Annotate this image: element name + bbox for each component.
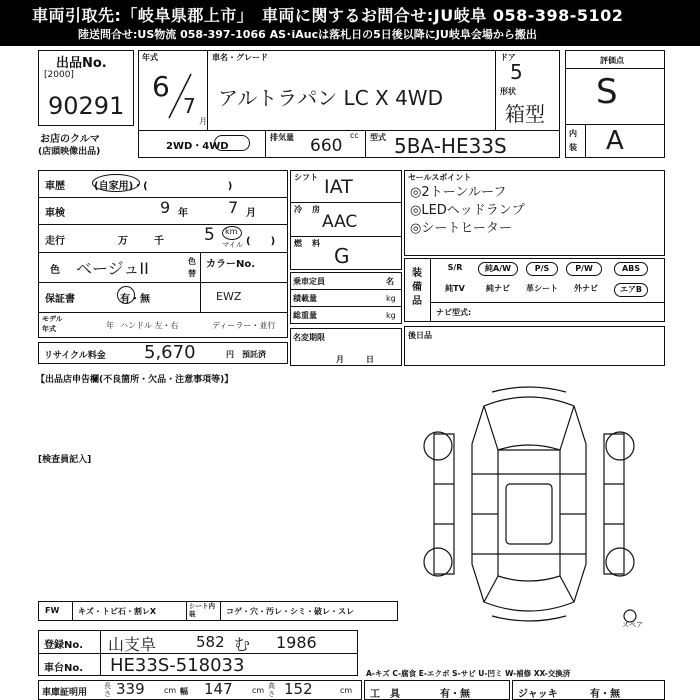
history-label: 車歴 [45, 181, 65, 192]
load-label: 積載量 [293, 294, 317, 303]
shop-note-1: お店のクルマ [40, 134, 100, 145]
certificate-label: 車庫証明用 [42, 688, 88, 698]
equip-sr: S/R [447, 263, 463, 272]
color-change-1: 色 [188, 257, 196, 266]
inspector-notes-label: [検査員記入] [38, 455, 92, 465]
seat-items: コゲ・穴・汚レ・シミ・破レ・スレ [226, 607, 354, 616]
width-unit: cm [252, 686, 265, 695]
body-label: 形状 [500, 87, 516, 96]
color-value: ベージュII [76, 259, 149, 278]
passengers-unit: 名 [386, 277, 394, 286]
lot-year-tag: [2000] [44, 70, 74, 80]
tools-label: 工具 [370, 689, 410, 700]
equipment-label-3: 品 [412, 296, 422, 307]
equip-abs: ABS [614, 262, 648, 276]
equip-outnavi: 外ナビ [574, 284, 598, 293]
grade-interior: A [606, 126, 624, 156]
displacement-label: 排気量 [270, 133, 294, 142]
color-no-label: カラーNo. [206, 259, 256, 270]
ac-value: AAC [322, 212, 358, 232]
header-title: 車両引取先:「岐阜県郡上市」 車両に関するお問合せ:JU岐阜 058-398-5102 [32, 6, 624, 25]
sales-point-2: ◎LEDヘッドランプ [410, 203, 525, 218]
damage-legend: A-キズ C-腐食 E-エクボ S-サビ U-凹ミ W-補修 XX-交換済 [366, 669, 571, 678]
passengers-label: 乗車定員 [293, 277, 325, 286]
mileage-sen: 千 [154, 236, 164, 247]
header-bar [0, 0, 700, 46]
equip-pw: P/W [566, 262, 602, 276]
model-year-unit: 年 [106, 321, 114, 330]
registration-kana: む [234, 635, 251, 654]
history-selected-circle [92, 174, 140, 192]
name-change-unit: 月日 [336, 355, 396, 364]
grade-label: 評価点 [600, 56, 624, 65]
mileage-paren: ( ) [246, 236, 276, 247]
warranty-label: 保証書 [45, 294, 75, 305]
model-label: 型式 [370, 133, 386, 142]
recycle-amount: 5,670 [144, 342, 196, 363]
fw-items: キズ・トビ石・割レX [78, 607, 157, 616]
warranty-options: 有・無 [120, 294, 150, 305]
name-change-label: 名変期限 [293, 333, 325, 342]
mileage-km-unit: km [225, 227, 238, 236]
door-label: ドア [500, 53, 516, 62]
color-change-2: 替 [188, 269, 196, 278]
inspection-year: 9 [160, 198, 171, 217]
width-value: 147 [204, 680, 233, 698]
seller-notes-label: 【出品店申告欄(不良箇所・欠品・注意事項等)】 [36, 375, 234, 385]
fw-label: FW [45, 606, 60, 615]
month-value: 7 [183, 94, 196, 118]
length-unit: cm [164, 686, 177, 695]
equip-aw: 純A/W [478, 262, 518, 276]
tools-options: 有・無 [440, 689, 470, 700]
recycle-label: リサイクル料金 [44, 351, 106, 361]
car-name-value: アルトラパン LC X 4WD [218, 86, 443, 110]
later-items-box [404, 326, 665, 366]
year-label: 年式 [142, 53, 158, 62]
equip-tv: 純TV [445, 284, 465, 293]
length-label: 長さ [104, 682, 111, 698]
registration-class: 582 [196, 633, 225, 651]
nav-model-label: ナビ型式: [436, 308, 472, 317]
equip-ps: P/S [526, 262, 558, 276]
equip-airbag: エアB [614, 283, 648, 297]
body-value: 箱型 [505, 102, 545, 126]
inspection-month: 7 [228, 198, 239, 217]
dealer-options: ディーラー・並行 [212, 321, 276, 330]
load-unit: kg [386, 294, 396, 303]
warranty-code: EWZ [216, 290, 242, 303]
gross-unit: kg [386, 311, 396, 320]
mileage-man: 万 [118, 236, 128, 247]
drive-label: 2WD・4WD [166, 141, 229, 152]
header-subtitle: 陸送問合せ:US物流 058-397-1066 AS･iAucは落札日の5日後以降にJU岐阜会場から搬出 [78, 28, 537, 41]
warranty-selected-circle [117, 286, 135, 304]
color-label: 色 [50, 265, 60, 276]
model-year-label-1: モデル [42, 315, 63, 323]
chassis-label: 車台No. [44, 663, 84, 674]
history-value: (自家用)・( ) [94, 181, 233, 192]
year-value: 6 [152, 70, 170, 103]
equip-navi: 純ナビ [486, 284, 510, 293]
inspection-label: 車検 [45, 208, 65, 219]
shift-value: IAT [324, 176, 353, 198]
sales-point-3: ◎シートヒーター [410, 221, 512, 236]
model-value: 5BA-HE33S [394, 134, 507, 158]
shop-note-2: (店頭映像出品) [38, 147, 101, 157]
equip-leather: 革シート [526, 284, 558, 293]
fuel-label: 燃料 [294, 239, 330, 248]
handle-options: ハンドル 左・右 [120, 321, 179, 330]
width-label: 幅 [180, 687, 188, 696]
lot-number: 90291 [48, 92, 125, 120]
jack-label: ジャッキ [518, 689, 558, 700]
registration-region: 山支阜 [108, 635, 157, 654]
equipment-label-1: 装 [412, 268, 422, 279]
mileage-value: 5 [204, 225, 215, 245]
inspection-month-unit: 月 [246, 208, 256, 219]
displacement-value: 660 [310, 136, 343, 156]
door-value: 5 [510, 60, 523, 84]
displacement-unit: cc [350, 131, 359, 140]
chassis-number: HE33S-518033 [110, 655, 245, 676]
spare-label: スペア [622, 621, 643, 629]
equipment-label-2: 備 [412, 282, 422, 293]
recycle-unit: 円 [226, 350, 234, 359]
interior-label-1: 内 [569, 129, 577, 138]
mileage-label: 走行 [45, 236, 65, 247]
height-value: 152 [284, 680, 313, 698]
fuel-value: G [334, 244, 350, 268]
grade-overall: S [596, 72, 618, 112]
jack-options: 有・無 [590, 689, 620, 700]
car-name-label: 車名・グレード [212, 53, 268, 62]
sales-point-1: ◎2トーンルーフ [410, 185, 507, 200]
car-diagram [414, 384, 644, 624]
height-label: 高さ [268, 682, 275, 698]
mileage-mile-unit: マイル [222, 241, 243, 249]
inspection-year-unit: 年 [178, 208, 188, 219]
interior-label-2: 装 [569, 143, 577, 152]
gross-label: 総重量 [293, 311, 317, 320]
length-value: 339 [116, 680, 145, 698]
drive-selected-circle [214, 135, 250, 151]
sales-points-label: セールスポイント [408, 173, 472, 182]
registration-number: 1986 [276, 633, 317, 652]
ac-label: 冷房 [294, 205, 330, 214]
model-year-label-2: 年式 [42, 325, 56, 333]
registration-label: 登録No. [44, 640, 84, 651]
later-items-label: 後日品 [408, 331, 432, 340]
lot-label: 出品No. [56, 56, 107, 71]
height-unit: cm [340, 686, 353, 695]
recycle-note: 預託済 [242, 350, 266, 359]
month-unit: 月 [199, 117, 207, 126]
shift-label: シフト [294, 173, 318, 182]
seat-label: シート内装 [189, 602, 215, 618]
